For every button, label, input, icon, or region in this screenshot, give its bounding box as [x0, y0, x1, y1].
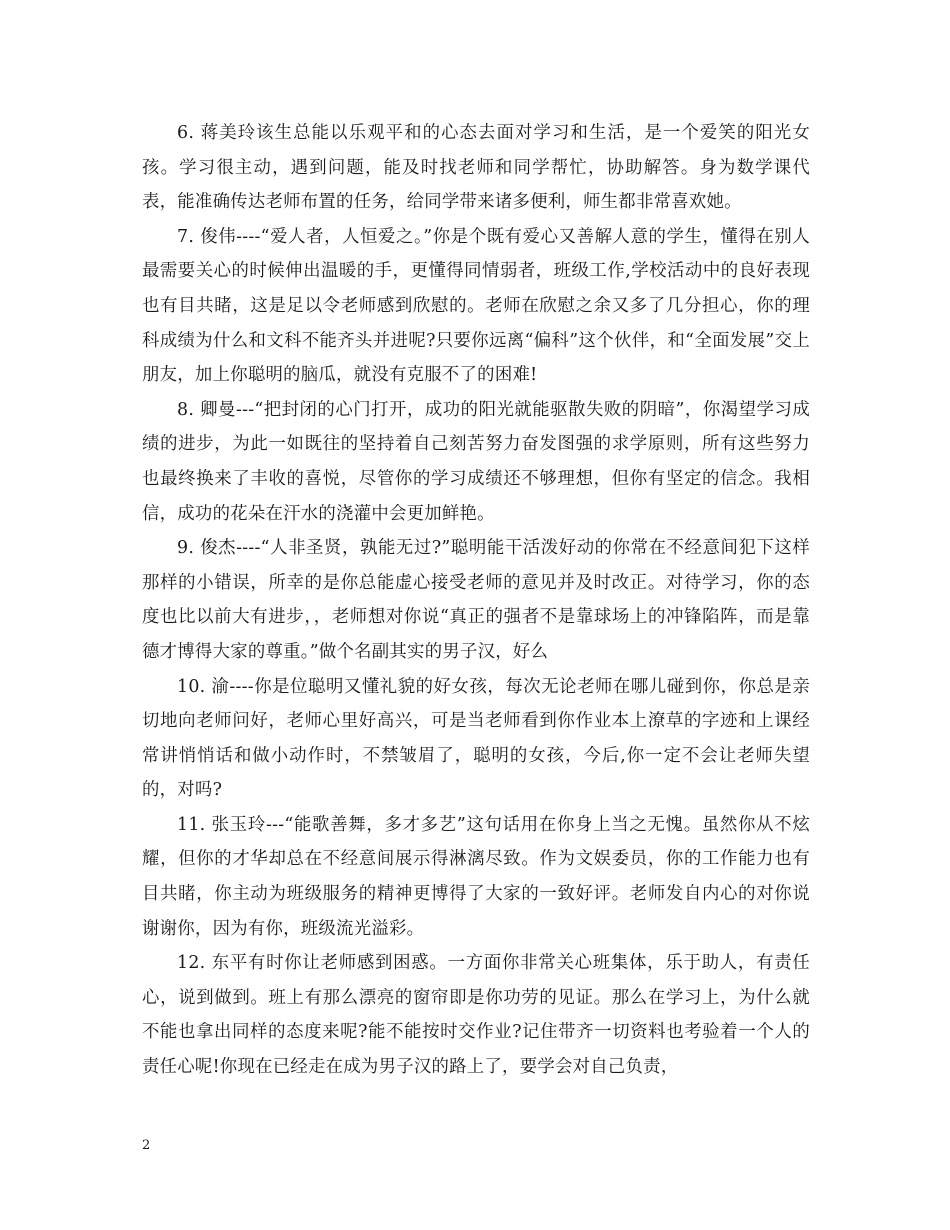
page-number: 2: [142, 1138, 151, 1153]
paragraph-comment-12: 12. 东平有时你让老师感到困惑。一方面你非常关心班集体，乐于助人，有责任心，说到做到。班上有那么漂亮的窗帘即是你功劳的见证。那么在学习上，为什么就不能也拿出同样的态度来呢?能不能按时交作业?记住带齐一切资料也考验着一个人的责任心呢!你现在已经走在成为男子汉的路上了，要学会对自己负责，: [142, 953, 810, 1078]
paragraph-comment-8: 8. 卿曼---“把封闭的心门打开，成功的阳光就能驱散失败的阴暗”，你渴望学习成绩的进步，为此一如既往的坚持着自己刻苦努力奋发图强的求学原则，所有这些努力也最终换来了丰收的喜悦，尽管你的学习成绩还不够理想，但你有坚定的信念。我相信，成功的花朵在汗水的浇灌中会更加鲜艳。: [142, 399, 810, 524]
paragraph-comment-7: 7. 俊伟----“爱人者，人恒爱之。”你是个既有爱心又善解人意的学生，懂得在别人最需要关心的时候伸出温暖的手，更懂得同情弱者，班级工作,学校活动中的良好表现也有目共睹，这是足以令老师感到欣慰的。老师在欣慰之余又多了几分担心，你的理科成绩为什么和文科不能齐头并进呢?只要你远离“偏科”这个伙伴，和“全面发展”交上朋友，加上你聪明的脑瓜，就没有克服不了的困难!: [142, 226, 810, 386]
paragraph-comment-6: 6. 蒋美玲该生总能以乐观平和的心态去面对学习和生活，是一个爱笑的阳光女孩。学习很主动，遇到问题，能及时找老师和同学帮忙，协助解答。身为数学课代表，能准确传达老师布置的任务，给同学带来诸多便利，师生都非常喜欢她。: [142, 123, 810, 213]
paragraph-comment-9: 9. 俊杰----“人非圣贤，孰能无过?”聪明能干活泼好动的你常在不经意间犯下这样那样的小错误，所幸的是你总能虚心接受老师的意见并及时改正。对待学习，你的态度也比以前大有进步，，老师想对你说“真正的强者不是靠球场上的冲锋陷阵，而是靠德才博得大家的尊重。”做个名副其实的男子汉，好么: [142, 538, 810, 662]
paragraph-comment-11: 11. 张玉玲---“能歌善舞，多才多艺”这句话用在你身上当之无愧。虽然你从不炫耀，但你的才华却总在不经意间展示得淋漓尽致。作为文娱委员，你的工作能力也有目共睹，你主动为班级服务的精神更博得了大家的一致好评。老师发自内心的对你说谢谢你，因为有你，班级流光溢彩。: [142, 814, 810, 939]
paragraph-comment-10: 10. 渝----你是位聪明又懂礼貌的好女孩，每次无论老师在哪儿碰到你，你总是亲切地向老师问好，老师心里好高兴，可是当老师看到你作业本上潦草的字迹和上课经常讲悄悄话和做小动作时，不禁皱眉了，聪明的女孩，今后,你一定不会让老师失望的，对吗?: [142, 676, 810, 801]
body-text: [142, 116, 810, 1085]
